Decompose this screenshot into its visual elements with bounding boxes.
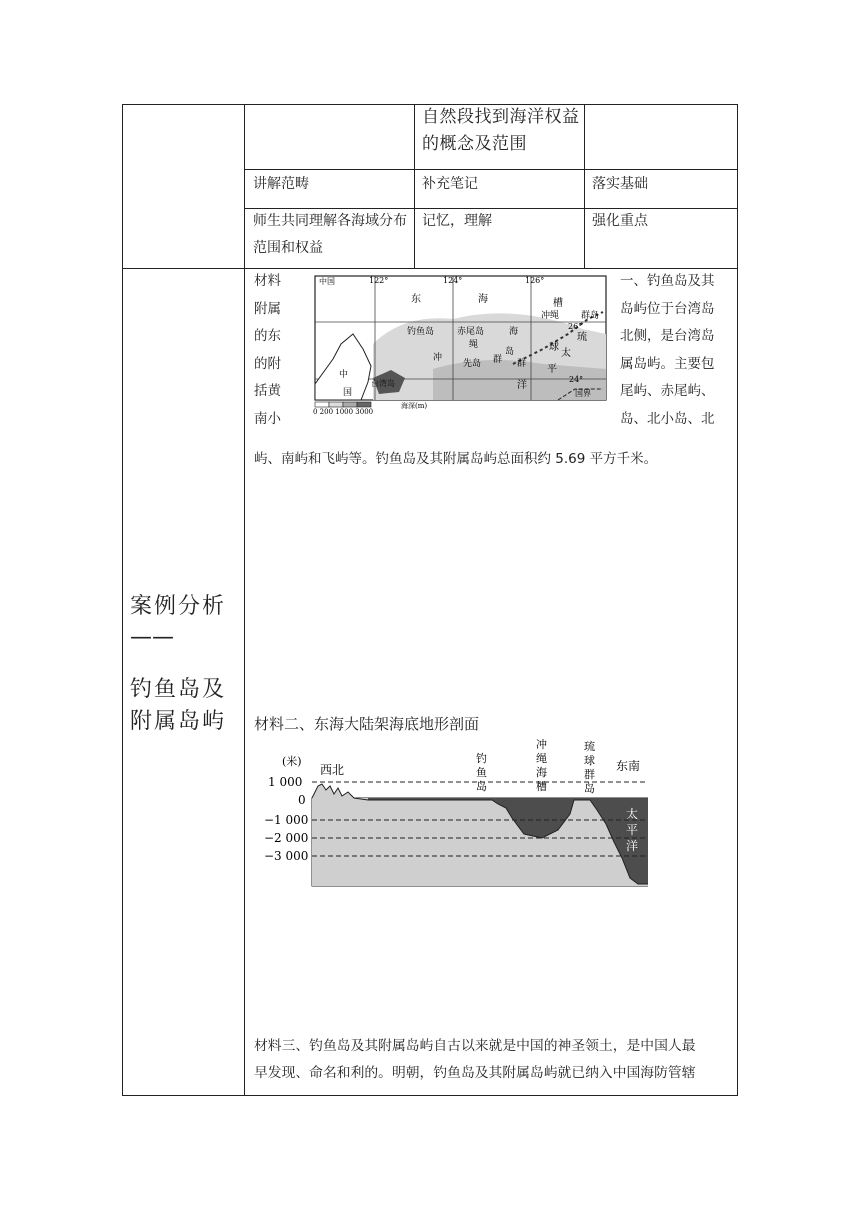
map-label: 124° [443, 276, 463, 285]
place-label: 岛 [584, 782, 595, 795]
text-line: 括黄 [254, 383, 281, 399]
place-label: 群 [584, 768, 595, 781]
cell-teaching-scope: 讲解范畴 [253, 176, 309, 192]
map-label: 东 [411, 294, 421, 305]
map-svg [313, 274, 610, 414]
seabed-profile-figure [262, 738, 648, 888]
place-label: 鱼 [476, 766, 487, 779]
place-label: 平 [626, 823, 639, 837]
case-title-line2: 钓鱼岛及附属岛屿 [130, 677, 227, 734]
text-line: 岛、北小岛、北 [620, 410, 715, 427]
map-label: 中 [339, 370, 349, 380]
cell-key-points: 强化重点 [592, 213, 648, 229]
text-line: 的东 [254, 328, 281, 344]
table-rule [414, 104, 415, 269]
map-label: 钓鱼岛 [407, 327, 435, 337]
scale-label: 0 200 1000 3000 [313, 408, 374, 414]
place-label: 槽 [536, 780, 547, 793]
table-rule [244, 104, 245, 1096]
table-border-right [737, 104, 738, 1096]
table-border-bottom [122, 1095, 738, 1096]
map-label: 太 [561, 348, 571, 359]
place-label: 球 [584, 754, 595, 767]
map-label: 台湾岛 [371, 379, 395, 388]
map-label: 122° [369, 276, 389, 285]
map-label: 24° [569, 375, 584, 384]
map-label: 群 [517, 359, 527, 369]
map-label: 绳 [469, 340, 479, 350]
map-label: 126° [525, 276, 545, 285]
tick-label: 1 000 [268, 775, 303, 789]
place-label: 冲 [536, 738, 547, 751]
text-line: 材料 [254, 273, 281, 289]
map-label: 群 [493, 355, 503, 365]
text-line: 南小 [254, 410, 281, 427]
text-line: 附属 [254, 300, 281, 317]
scale-box [357, 402, 371, 407]
cell-objective: 自然段找到海洋权益的概念及范围 [422, 107, 580, 154]
material3-line2: 早发现、命名和利的。明朝，钓鱼岛及其附属岛屿就已纳入中国海防管辖 [254, 1065, 696, 1081]
cell-joint-understanding: 师生共同理解各海域分布范围和权益 [253, 213, 407, 256]
text-line: 尾屿、赤尾屿、 [620, 383, 715, 399]
case-title-line1: 案例分析 [130, 594, 227, 619]
profile-svg [262, 738, 648, 888]
cell-basics: 落实基础 [592, 176, 648, 192]
map-label: 平 [547, 364, 557, 375]
text-line: 属岛屿。主要包 [620, 355, 715, 372]
place-label: 洋 [626, 839, 639, 853]
place-label: 东南 [616, 759, 641, 773]
scale-box [343, 402, 357, 407]
table-rule [584, 104, 585, 269]
map-label: 群岛 [581, 311, 600, 321]
cell-notes: 补充笔记 [422, 176, 478, 192]
map-label: 26° [568, 322, 583, 331]
map-label: 球 [549, 342, 559, 353]
scale-box [315, 402, 329, 407]
text-line: 北侧，是台湾岛 [620, 328, 715, 344]
map-label: 洋 [517, 380, 527, 391]
depth-label: 海深(m) [401, 402, 428, 410]
material1-left-column [254, 268, 314, 433]
place-label: 绳 [536, 752, 547, 765]
place-label: 海 [536, 766, 547, 779]
material2-heading: 材料二、东海大陆架海底地形剖面 [254, 715, 480, 733]
map-label: 岛 [505, 347, 515, 357]
scale-box [329, 402, 343, 407]
place-label: 钓 [476, 752, 487, 765]
tick-label: −3 000 [264, 849, 309, 863]
map-label: 国 [343, 388, 353, 398]
place-label: 琉 [584, 740, 595, 753]
map-label: 海 [509, 327, 519, 337]
material1-tail: 屿、南屿和飞屿等。钓鱼岛及其附属岛屿总面积约 5.69 平方千米。 [254, 451, 658, 467]
material1-right-column [620, 268, 736, 433]
map-label: 冲绳 [541, 311, 560, 321]
map-label: 冲 [433, 353, 443, 363]
map-label: 槽 [553, 298, 563, 309]
text-line: 岛屿位于台湾岛 [620, 300, 715, 317]
table-rule [244, 169, 738, 170]
place-label: 西北 [320, 763, 345, 777]
map-label: 赤尾岛 [457, 327, 485, 337]
cell-memory: 记忆，理解 [422, 213, 492, 229]
tick-label: −1 000 [264, 813, 309, 827]
tick-label: 0 [298, 793, 306, 807]
place-label: 太 [626, 807, 639, 821]
text-line: 的附 [254, 355, 281, 372]
map-label: 琉 [577, 332, 587, 343]
table-border-left [122, 104, 123, 1096]
map-label: 中国 [319, 277, 335, 286]
map-label: 海 [478, 294, 488, 305]
map-label: 先岛 [463, 359, 482, 369]
diaoyu-map-figure [313, 274, 610, 414]
case-title-dash: —— [130, 625, 174, 650]
material3-line1: 材料三、钓鱼岛及其附属岛屿自古以来就是中国的神圣领土，是中国人最 [254, 1038, 696, 1054]
map-label: 国界 [575, 389, 591, 398]
tick-label: −2 000 [264, 831, 309, 845]
text-line: 一、钓鱼岛及其 [620, 273, 715, 289]
place-label: 岛 [476, 780, 487, 793]
unit-label: (米) [282, 755, 302, 768]
